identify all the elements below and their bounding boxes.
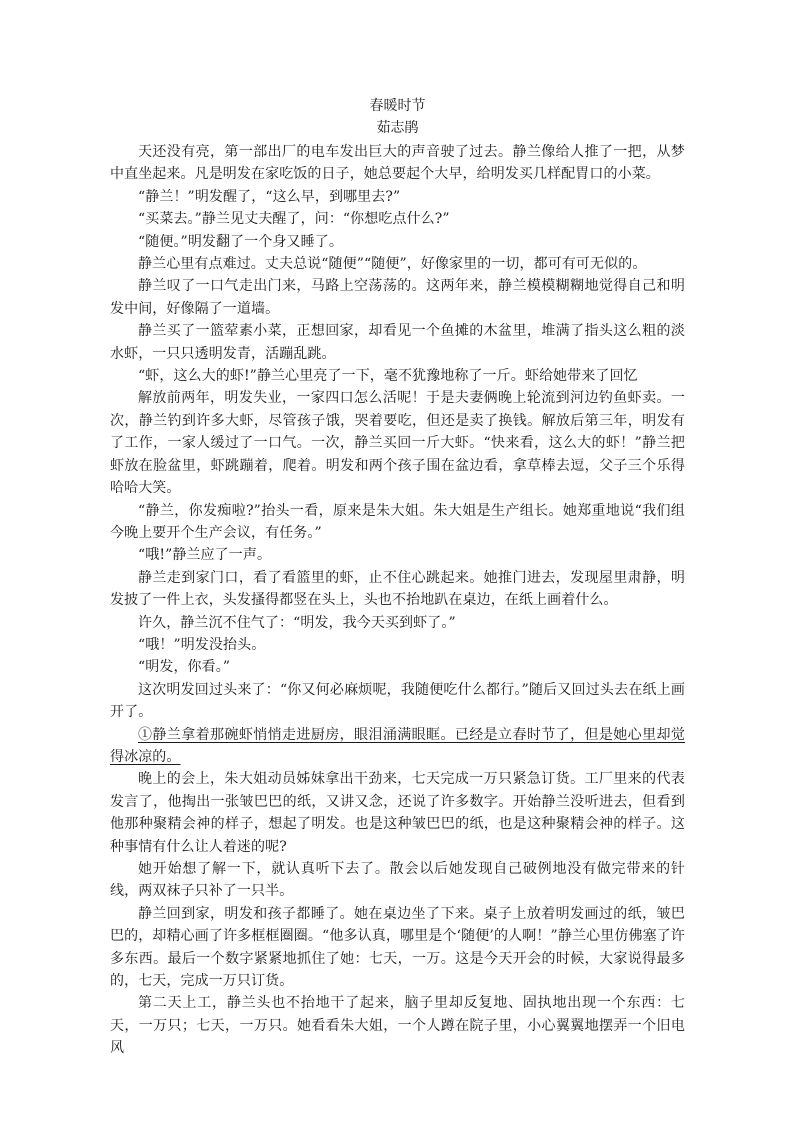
paragraph: “虾，这么大的虾!”静兰心里亮了一下，毫不犹豫地称了一斤。虾给她带来了回忆 (138, 368, 638, 385)
paragraph: “买菜去。”静兰见丈夫醒了，问：“你想吃点什么?” (138, 211, 450, 228)
story-title: 春暖时节 (369, 98, 426, 114)
paragraph: 静兰买了一篮荤素小菜，正想回家，却看见一个鱼摊的木盆里，堆满了指头这么粗的淡水虾，一只只透明发青，活蹦乱跳。 (110, 323, 685, 362)
document-page (110, 95, 685, 1060)
paragraph: 许久，静兰沉不住气了：“明发，我今天买到虾了。” (138, 614, 456, 631)
paragraph: 天还没有亮，第一部出厂的电车发出巨大的声音驶了过去。静兰像给人推了一把，从梦中直坐起来。凡是明发在家吃饭的日子，她总要起个大早，给明发买几样配胃口的小菜。 (110, 144, 685, 183)
paragraph: 晚上的会上，朱大姐动员姊妹拿出干劲来，七天完成一万只紧急订货。工厂里来的代表发言了，他掏出一张皱巴巴的纸，又讲又念，还说了许多数字。开始静兰没听进去，但看到他那种聚精会神的样子，想起了明发。也是这种皱巴巴的纸，也是这种聚精会神的样子。这种事情有什么让人着迷的呢? (110, 771, 685, 855)
paragraph: 第二天上工，静兰头也不抬地干了起来，脑子里却反复地、固执地出现一个东西：七天，一万只；七天，一万只。她看看朱大姐，一个人蹲在院子里，小心翼翼地摆弄一个旧电风 (110, 995, 685, 1057)
paragraph: “明发，你看。” (138, 659, 231, 676)
underlined-paragraph (110, 724, 685, 769)
paragraph: 她开始想了解一下，就认真听下去了。散会以后她发现自己破例地没有做完带来的针线，两双袜子只补了一只半。 (110, 861, 685, 900)
story-author: 茹志鹃 (376, 120, 419, 136)
paragraph: 静兰叹了一口气走出门来，马路上空荡荡的。这两年来，静兰模模糊糊地觉得自己和明发中间，好像隔了一道墙。 (110, 278, 685, 317)
paragraph: 静兰走到家门口，看了看篮里的虾，止不住心跳起来。她推门进去，发现屋里肃静，明发披了一件上衣，头发搔得都竖在头上，头也不抬地趴在桌边，在纸上画着什么。 (110, 569, 685, 609)
paragraph: “哦！”明发没抬头。 (138, 636, 266, 653)
paragraph: 解放前两年，明发失业，一家四口怎么活呢！于是夫妻俩晚上轮流到河边钓鱼虾卖。一次，静兰钓到许多大虾，尽管孩子饿，哭着要吃，但还是卖了换钱。解放后第三年，明发有了工作，一家人缓过了一口气。一次，静兰买回一斤大虾。“快来看，这么大的虾！”静兰把虾放在脸盆里，虾跳蹦着，爬着。明发和两个孩子围在盆边看，拿草棒去逗，父子三个乐得哈哈大笑。 (110, 390, 685, 497)
paragraph: “静兰！”明发醒了，“这么早，到哪里去?” (138, 188, 401, 205)
paragraph: 静兰回到家，明发和孩子都睡了。她在桌边坐了下来。桌子上放着明发画过的纸，皱巴巴的，却精心画了许多框框圈圈。“他多认真，哪里是个‘随便’的人啊！”静兰心里仿佛塞了许多东西。最后一个数字紧紧地抓住了她：七天，一万。这是今天开会的时候，大家说得最多的，七天，完成一万只订货。 (110, 905, 685, 990)
paragraph: “随便。”明发翻了一个身又睡了。 (138, 233, 343, 250)
paragraph: “静兰，你发痴啦?”抬头一看，原来是朱大姐。朱大姐是生产组长。她郑重地说“我们组今晚上要开个生产会议，有任务。” (110, 502, 685, 541)
paragraph: 这次明发回过头来了：“你又何必麻烦呢，我随便吃什么都行。”随后又回过头去在纸上画开了。 (110, 681, 685, 721)
paragraph: 静兰心里有点难过。丈夫总说“随便”“随便”，好像家里的一切，都可有可无似的。 (138, 256, 647, 273)
underlined-sentence: ①静兰拿着那碗虾悄悄走进厨房，眼泪涌满眼眶。已经是立春时节了，但是她心里却觉得冰凉的。 (110, 726, 685, 765)
paragraph: “哦!”静兰应了一声。 (138, 547, 272, 564)
